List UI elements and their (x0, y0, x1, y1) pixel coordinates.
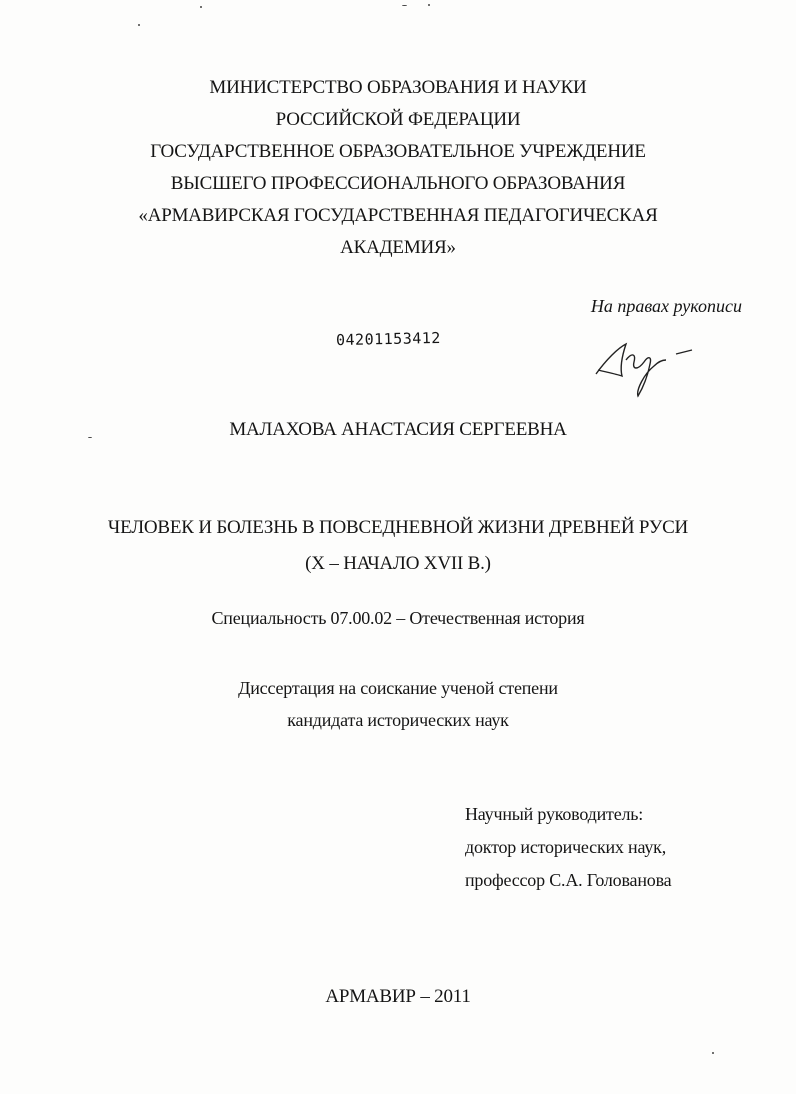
handwritten-signature (592, 330, 702, 400)
library-number-stamp: 04201153412 (335, 328, 442, 350)
city-year-block (0, 986, 796, 1008)
specialty-block (0, 608, 796, 629)
author-name: МАЛАХОВА АНАСТАСИЯ СЕРГЕЕВНА (229, 419, 567, 440)
scan-speck (138, 24, 140, 26)
title-line-1: ЧЕЛОВЕК И БОЛЕЗНЬ В ПОВСЕДНЕВНОЙ ЖИЗНИ ДРЕВНЕЙ РУСИ (107, 517, 689, 538)
title-line-2: (X – НАЧАЛО XVII В.) (305, 553, 491, 574)
institution-line: «АРМАВИРСКАЯ ГОСУДАРСТВЕННАЯ ПЕДАГОГИЧЕСКАЯ (138, 205, 658, 226)
institution-header (0, 72, 796, 264)
supervisor-block (465, 798, 671, 897)
supervisor-label: Научный руководитель: (465, 804, 644, 824)
supervisor-name: профессор С.А. Голованова (465, 870, 672, 890)
specialty-text: Специальность 07.00.02 – Отечественная история (211, 608, 585, 628)
degree-block (0, 672, 796, 736)
institution-line: МИНИСТЕРСТВО ОБРАЗОВАНИЯ И НАУКИ (209, 77, 587, 98)
institution-line: ВЫСШЕГО ПРОФЕССИОНАЛЬНОГО ОБРАЗОВАНИЯ (170, 173, 626, 194)
rights-note: На правах рукописи (590, 296, 742, 316)
scan-speck (402, 5, 407, 6)
scan-speck (200, 6, 202, 8)
city-year: АРМАВИР – 2011 (325, 986, 471, 1007)
institution-line: АКАДЕМИЯ» (340, 237, 456, 258)
author-name-block (0, 419, 796, 441)
degree-line-1: Диссертация на соискание ученой степени (238, 678, 558, 698)
dissertation-title (0, 510, 796, 582)
scan-speck (428, 4, 430, 6)
scan-speck (712, 1052, 714, 1054)
degree-line-2: кандидата исторических наук (287, 710, 509, 730)
institution-line: ГОСУДАРСТВЕННОЕ ОБРАЗОВАТЕЛЬНОЕ УЧРЕЖДЕНИЕ (150, 141, 646, 162)
supervisor-degree: доктор исторических наук, (465, 837, 666, 857)
institution-line: РОССИЙСКОЙ ФЕДЕРАЦИИ (275, 109, 521, 130)
